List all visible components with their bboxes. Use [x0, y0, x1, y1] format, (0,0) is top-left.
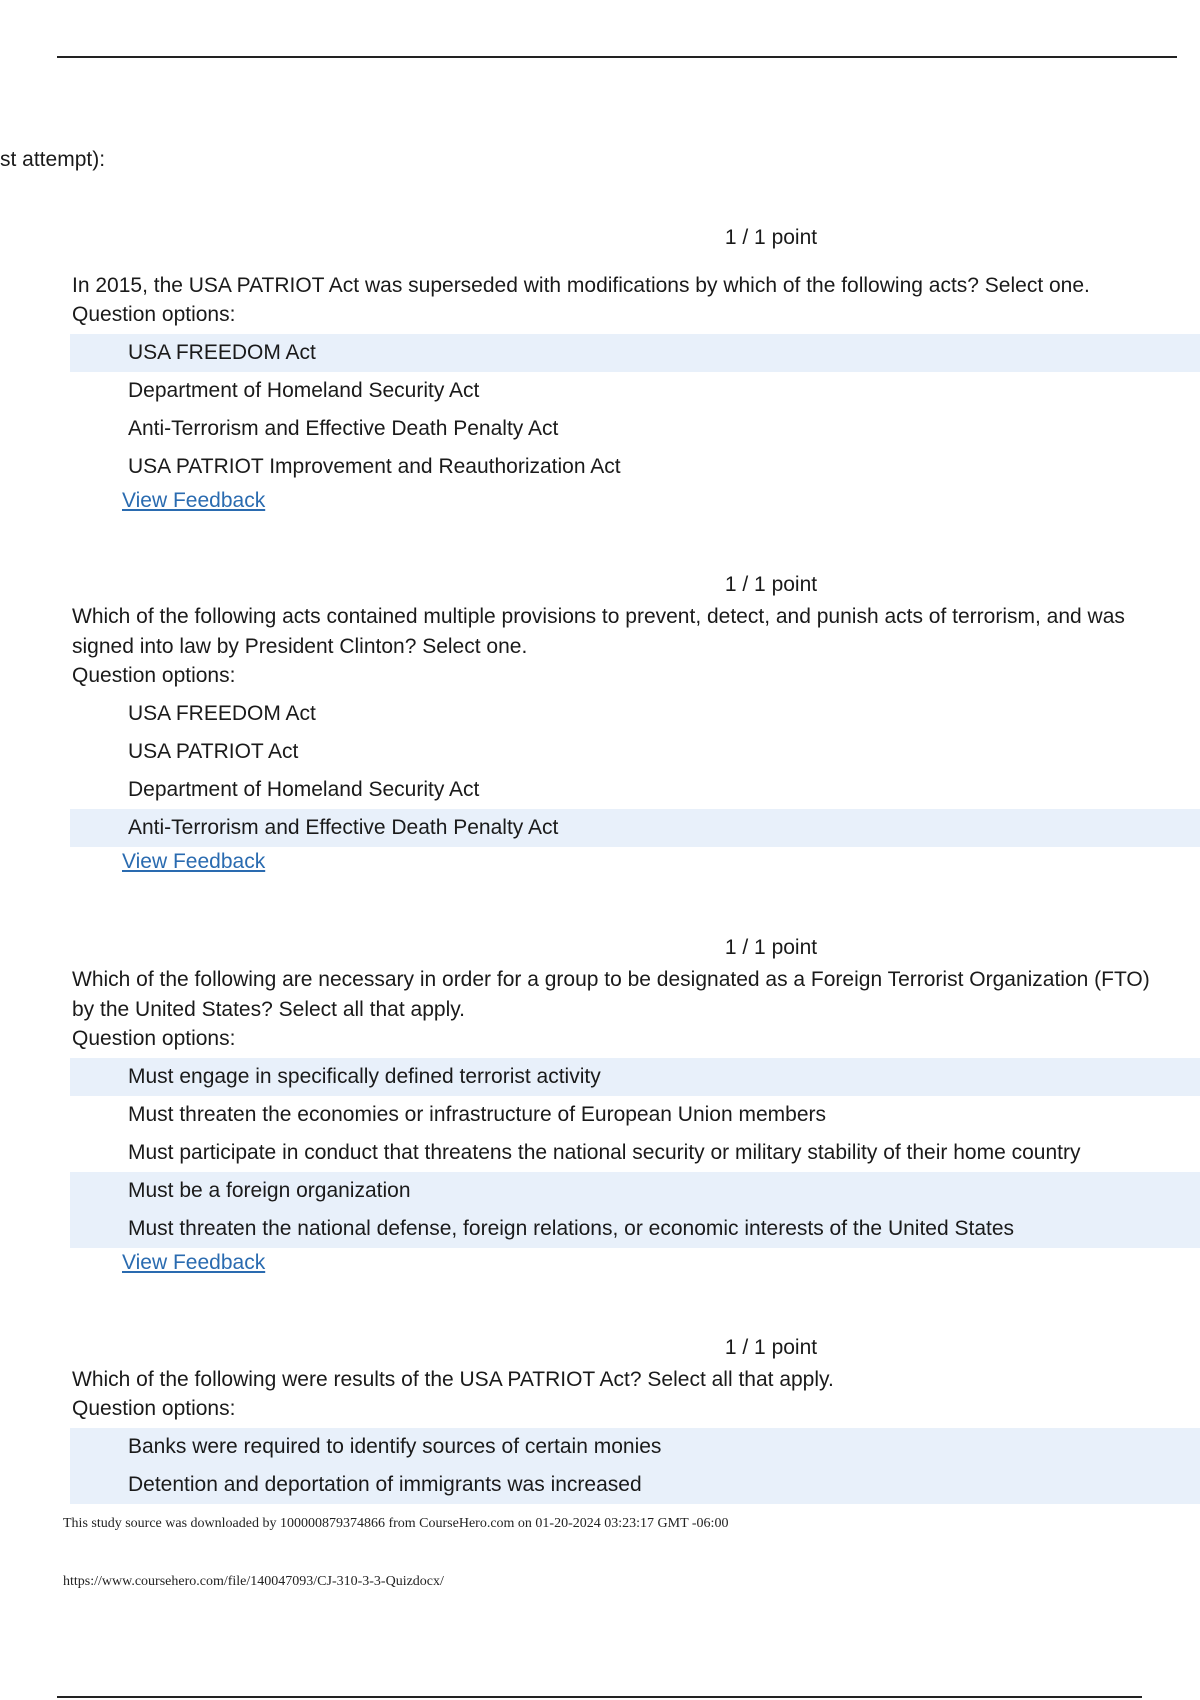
question-4 — [72, 1335, 1200, 1504]
options-label: Question options: — [72, 303, 236, 326]
option-item[interactable]: USA PATRIOT Improvement and Reauthorization Act — [128, 455, 621, 478]
view-feedback-link[interactable]: View Feedback — [122, 850, 266, 873]
question-3 — [72, 935, 1200, 1278]
option-item[interactable]: Must threaten the national defense, foreign relations, or economic interests of the United States — [70, 1210, 1200, 1248]
question-2 — [72, 572, 1200, 877]
option-item[interactable]: Anti-Terrorism and Effective Death Penalty Act — [70, 809, 1200, 847]
option-item[interactable]: USA PATRIOT Act — [128, 740, 299, 763]
bottom-rule — [57, 1696, 1142, 1698]
question-prompt: In 2015, the USA PATRIOT Act was superseded with modifications by which of the following acts? Select one. — [72, 274, 1090, 297]
question-1 — [72, 225, 1200, 516]
question-points: 1 / 1 point — [724, 1336, 818, 1359]
option-item[interactable]: Anti-Terrorism and Effective Death Penalty Act — [128, 417, 559, 440]
option-item[interactable]: Department of Homeland Security Act — [128, 379, 480, 402]
options-label: Question options: — [72, 1027, 236, 1050]
option-item[interactable]: Must threaten the economies or infrastructure of European Union members — [128, 1103, 827, 1126]
source-url: https://www.coursehero.com/file/140047093/CJ-310-3-3-Quizdocx/ — [63, 1574, 444, 1589]
attempt-heading-fragment: st attempt): — [0, 148, 106, 171]
option-item[interactable]: USA FREEDOM Act — [70, 334, 1200, 372]
option-list — [72, 1428, 1200, 1504]
option-item[interactable]: Must engage in specifically defined terrorist activity — [70, 1058, 1200, 1096]
option-item[interactable]: Must be a foreign organization — [70, 1172, 1200, 1210]
question-prompt: Which of the following are necessary in order for a group to be designated as a Foreign Terrorist Organization (FTO) by the United States? Select all that apply. — [72, 968, 1150, 1021]
question-points: 1 / 1 point — [724, 573, 818, 596]
download-note: This study source was downloaded by 100000879374866 from CourseHero.com on 01-20-2024 03:23:17 GMT -06:00 — [63, 1516, 729, 1531]
option-item[interactable]: USA FREEDOM Act — [128, 702, 316, 725]
option-list — [72, 695, 1200, 847]
option-list — [72, 334, 1200, 486]
option-item[interactable]: Detention and deportation of immigrants was increased — [70, 1466, 1200, 1504]
top-rule — [57, 56, 1177, 58]
options-label: Question options: — [72, 1397, 236, 1420]
option-list — [72, 1058, 1200, 1248]
options-label: Question options: — [72, 664, 236, 687]
question-prompt: Which of the following acts contained multiple provisions to prevent, detect, and punish acts of terrorism, and was signed into law by President Clinton? Select one. — [72, 605, 1125, 658]
option-item[interactable]: Must participate in conduct that threatens the national security or military stability of their home country — [128, 1141, 1081, 1164]
question-points: 1 / 1 point — [724, 226, 818, 249]
question-points: 1 / 1 point — [724, 936, 818, 959]
option-item[interactable]: Banks were required to identify sources of certain monies — [70, 1428, 1200, 1466]
view-feedback-link[interactable]: View Feedback — [122, 1251, 266, 1274]
option-item[interactable]: Department of Homeland Security Act — [128, 778, 480, 801]
view-feedback-link[interactable]: View Feedback — [122, 489, 266, 512]
question-prompt: Which of the following were results of the USA PATRIOT Act? Select all that apply. — [72, 1368, 834, 1391]
